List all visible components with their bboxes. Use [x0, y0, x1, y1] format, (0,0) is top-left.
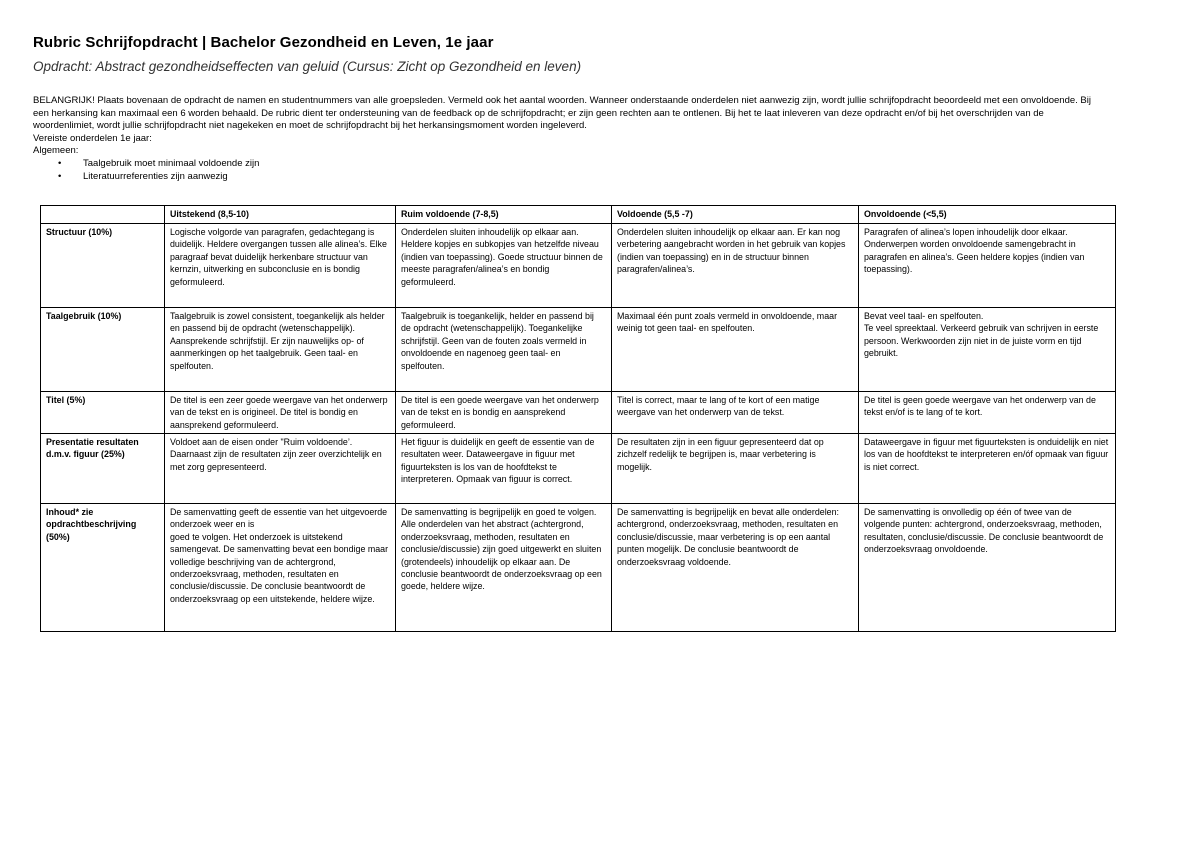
criterion-label: Titel (5%) — [41, 392, 165, 434]
header-insufficient: Onvoldoende (<5,5) — [859, 206, 1116, 224]
table-cell: De samenvatting geeft de essentie van het uitgevoerde onderzoek weer en is goed te volgen. Het onderzoek is uitstekend samengevat. De samenvatting bevat een bondige maar volledige beschrijving van de achtergrond, onderzoeksvraag, methoden, resultaten en conclusie/discussie. De conclusie beantwoordt de onderzoeksvraag op een uitstekende, heldere wijze. — [165, 504, 396, 632]
header-excellent: Uitstekend (8,5-10) — [165, 206, 396, 224]
criterion-label: Inhoud* zie opdrachtbeschrijving (50%) — [41, 504, 165, 632]
table-cell: De samenvatting is begrijpelijk en goed te volgen. Alle onderdelen van het abstract (achtergrond, onderzoeksvraag, methoden, resultaten en conclusie/discussie) zijn goed uitgewerkt en sluiten (grotendeels) inhoudelijk op elkaar aan. De conclusie beantwoordt de onderzoeksvraag op een goede, heldere wijze. — [396, 504, 612, 632]
table-cell: Onderdelen sluiten inhoudelijk op elkaar aan. Er kan nog verbetering aangebracht worden in het gebruik van kopjes (indien van toepassing) en in de structuur binnen paragrafen/alinea’s. — [612, 224, 859, 308]
list-item-text: Taalgebruik moet minimaal voldoende zijn — [83, 157, 260, 169]
table-cell cell-multiline: Bevat veel taal- en spelfouten. Te veel spreektaal. Verkeerd gebruik van schrijven in eerste persoon. Werkwoorden zijn niet in de juiste vorm en tijd gebruikt. — [859, 308, 1116, 392]
requirements-list — [33, 158, 1103, 183]
table-cell: Maximaal één punt zoals vermeld in onvoldoende, maar weinig tot geen taal- en spelfouten. — [612, 308, 859, 392]
table-row — [41, 308, 1116, 392]
header-good: Ruim voldoende (7-8,5) — [396, 206, 612, 224]
important-notice: BELANGRIJK! Plaats bovenaan de opdracht de namen en studentnummers van alle groepsleden. Vermeld ook het aantal woorden. Wanneer onderstaande onderdelen niet aanwezig zijn, wordt jullie schrijfopdracht beoordeeld met een onvoldoende. Bij een herkansing kan maximaal een 6 worden behaald. De rubric dient ter ondersteuning van de feedback op de schrijfopdracht; er zijn geen rechten aan te ontlenen. Bij het te laat inleveren van deze opdracht en/of bij het overschrijden van de woordenlimiet, wordt jullie schrijfopdracht niet nagekeken en moet de schrijfopdracht bij het herkansingsmoment worden ingeleverd. — [33, 95, 1091, 132]
table-cell: De titel is een goede weergave van het onderwerp van de tekst en is bondig en aansprekend geformuleerd. — [396, 392, 612, 434]
table-cell: Taalgebruik is toegankelijk, helder en passend bij de opdracht (wetenschappelijk). Toegankelijke schrijfstijl. Geen van de fouten zoals vermeld in onvoldoende en nagenoeg geen taal- en spelfouten. — [396, 308, 612, 392]
table-row — [41, 224, 1116, 308]
table-row — [41, 504, 1116, 632]
intro-section — [33, 95, 1103, 183]
table-cell: De titel is een zeer goede weergave van het onderwerp van de tekst en is origineel. De titel is bondig en aansprekend geformuleerd. — [165, 392, 396, 434]
general-heading: Algemeen: — [33, 145, 79, 157]
table-cell: Logische volgorde van paragrafen, gedachtegang is duidelijk. Heldere overgangen tussen alle alinea’s. Elke paragraaf bevat duidelijk herkenbare structuur van kernzin, uitwerking en subconclusie en is bondig geformuleerd. — [165, 224, 396, 308]
table-cell: Onderdelen sluiten inhoudelijk op elkaar aan. Heldere kopjes en subkopjes van hetzelfde niveau (indien van toepassing). Goede structuur binnen de meeste paragrafen/alinea’s en bondig geformuleerd. — [396, 224, 612, 308]
table-cell: Het figuur is duidelijk en geeft de essentie van de resultaten weer. Dataweergave in figuur met figuurteksten is los van de hoofdtekst te interpreteren. Opmaak van figuur is correct. — [396, 434, 612, 504]
rubric-table — [40, 205, 1116, 632]
table-cell: De titel is geen goede weergave van het onderwerp van de tekst en/of is te lang of te kort. — [859, 392, 1116, 434]
table-cell: De resultaten zijn in een figuur gepresenteerd dat op zichzelf redelijk te begrijpen is, maar verbetering is mogelijk. — [612, 434, 859, 504]
list-item-text: Literatuurreferenties zijn aanwezig — [83, 170, 228, 182]
table-cell: Titel is correct, maar te lang of te kort of een matige weergave van het onderwerp van de tekst. — [612, 392, 859, 434]
table-cell: De samenvatting is begrijpelijk en bevat alle onderdelen: achtergrond, onderzoeksvraag, methoden, resultaten en conclusie/discussie, maar verbetering is op een aantal punten mogelijk. De conclusie beantwoordt de onderzoeksvraag voldoende. — [612, 504, 859, 632]
table-cell: De samenvatting is onvolledig op één of twee van de volgende punten: achtergrond, onderzoeksvraag, methoden, resultaten, conclusie/discussie. De conclusie beantwoordt de onderzoeksvraag onvoldoende. — [859, 504, 1116, 632]
list-item — [33, 158, 1103, 171]
table-row — [41, 392, 1116, 434]
criterion-label: Presentatie resultaten d.m.v. figuur (25%) — [41, 434, 165, 504]
bullet-icon: • — [58, 157, 62, 169]
table-header-row — [41, 206, 1116, 224]
criterion-label: Taalgebruik (10%) — [41, 308, 165, 392]
table-cell: Dataweergave in figuur met figuurteksten is onduidelijk en niet los van de hoofdtekst te interpreteren en/óf opmaak van figuur is niet correct. — [859, 434, 1116, 504]
table-cell: Voldoet aan de eisen onder "Ruim voldoende’. Daarnaast zijn de resultaten zijn zeer overzichtelijk en met zorg gepresenteerd. — [165, 434, 396, 504]
header-sufficient: Voldoende (5,5 -7) — [612, 206, 859, 224]
table-row — [41, 434, 1116, 504]
table-cell: Taalgebruik is zowel consistent, toegankelijk als helder en passend bij de opdracht (wetenschappelijk). Aansprekende schrijfstijl. Er zijn nauwelijks op- of aanmerkingen op het taalgebruik. Geen taal- en spelfouten. — [165, 308, 396, 392]
bullet-icon: • — [58, 170, 62, 182]
table-cell: Paragrafen of alinea’s lopen inhoudelijk door elkaar. Onderwerpen worden onvoldoende samengebracht in paragrafen en alinea’s. Geen heldere kopjes (indien van toepassing). — [859, 224, 1116, 308]
document-title: Rubric Schrijfopdracht | Bachelor Gezondheid en Leven, 1e jaar — [33, 34, 494, 51]
document-subtitle: Opdracht: Abstract gezondheidseffecten van geluid (Cursus: Zicht op Gezondheid en leven) — [33, 59, 582, 74]
criterion-label: Structuur (10%) — [41, 224, 165, 308]
header-criterion — [41, 206, 165, 224]
required-parts-heading: Vereiste onderdelen 1e jaar: — [33, 132, 152, 144]
list-item — [33, 171, 1103, 184]
